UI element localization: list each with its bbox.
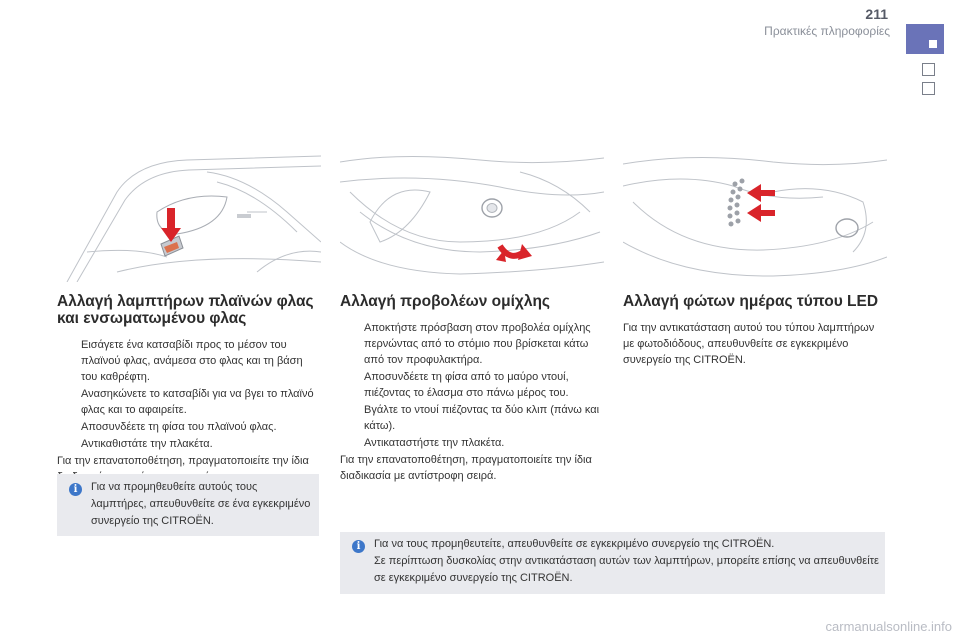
bullet-item: Αποκτήστε πρόσβαση στον προβολέα ομίχλης περνώντας από το στόμιο που βρίσκεται κάτω από τον προφυλακτήρα. (364, 322, 591, 366)
bullet-item: Βγάλτε το ντουί πιέζοντας τα δύο κλιπ (πάνω και κάτω). (364, 404, 600, 432)
side-repeater-illustration (57, 152, 321, 282)
column-fog-lamps (340, 293, 602, 484)
bullet-item: Αποσυνδέετε τη φίσα του πλαϊνού φλας. (81, 421, 277, 433)
column-led-lights (623, 293, 885, 368)
heading-side-repeaters: Αλλαγή λαμπτήρων πλαϊνών φλας και ενσωματωμένου φλας (57, 293, 314, 327)
heading-fog-lamps: Αλλαγή προβολέων ομίχλης (340, 293, 550, 310)
watermark: carmanualsonline.info (825, 619, 952, 634)
info-text: Για να προμηθευθείτε αυτούς τους λαμπτήρες, απευθυνθείτε σε ένα εγκεκριμένο συνεργείο της CITROËN. (91, 481, 311, 527)
page-number: 211 (865, 6, 888, 22)
fog-lamp-illustration (340, 152, 604, 282)
info-icon: i (352, 540, 365, 553)
info-text (374, 536, 879, 587)
info-icon: i (69, 483, 82, 496)
info-line: Σε περίπτωση δυσκολίας στην αντικατάσταση αυτών των λαμπτήρων, μπορείτε επίσης να απευθυνθείτε σε εγκεκριμένο συνεργείο της CITROËN. (374, 555, 879, 584)
paragraph: Για την αντικατάσταση αυτού του τύπου λαμπτήρων με φωτοδιόδους, απευθυνθείτε σε εγκεκριμένο συνεργείο της CITROËN. (623, 322, 875, 366)
page-square-icon (922, 82, 935, 95)
section-title: Πρακτικές πληροφορίες (764, 24, 890, 38)
column-side-repeaters (57, 293, 319, 485)
red-arrow-icon (747, 184, 775, 222)
bullet-item: Ανασηκώνετε το κατσαβίδι για να βγει το πλαϊνό φλας και το αφαιρείτε. (81, 388, 314, 416)
led-lights-illustration (623, 152, 887, 282)
bullet-item: Αντικαταστήστε την πλακέτα. (364, 437, 505, 449)
page-square-icon (922, 63, 935, 76)
paragraph: Για την επανατοποθέτηση, πραγματοποιείτε την ίδια διαδικασία με αντίστροφη σειρά. (340, 454, 592, 482)
info-box-left (57, 474, 319, 536)
bullet-item: Εισάγετε ένα κατσαβίδι προς το μέσον του πλαϊνού φλας, ανάμεσα στο φλας και τη βάση του καθρέφτη. (81, 339, 303, 383)
chapter-tab-icon (906, 24, 944, 54)
paragraph: Για την επανατοποθέτηση, πραγματοποιείτε την ίδια (57, 455, 309, 467)
bullet-item: Αποσυνδέετε τη φίσα από το μαύρο ντουί, πιέζοντας το έλασμα στο πάνω μέρος του. (364, 371, 569, 399)
info-line: Για να τους προμηθευτείτε, απευθυνθείτε σε εγκεκριμένο συνεργείο της CITROËN. (374, 538, 775, 550)
heading-led-lights: Αλλαγή φώτων ημέρας τύπου LED (623, 293, 879, 310)
bullet-item: Αντικαθιστάτε την πλακέτα. (81, 438, 213, 450)
curved-arrow-icon (496, 244, 532, 262)
info-box-bottom (340, 532, 885, 594)
